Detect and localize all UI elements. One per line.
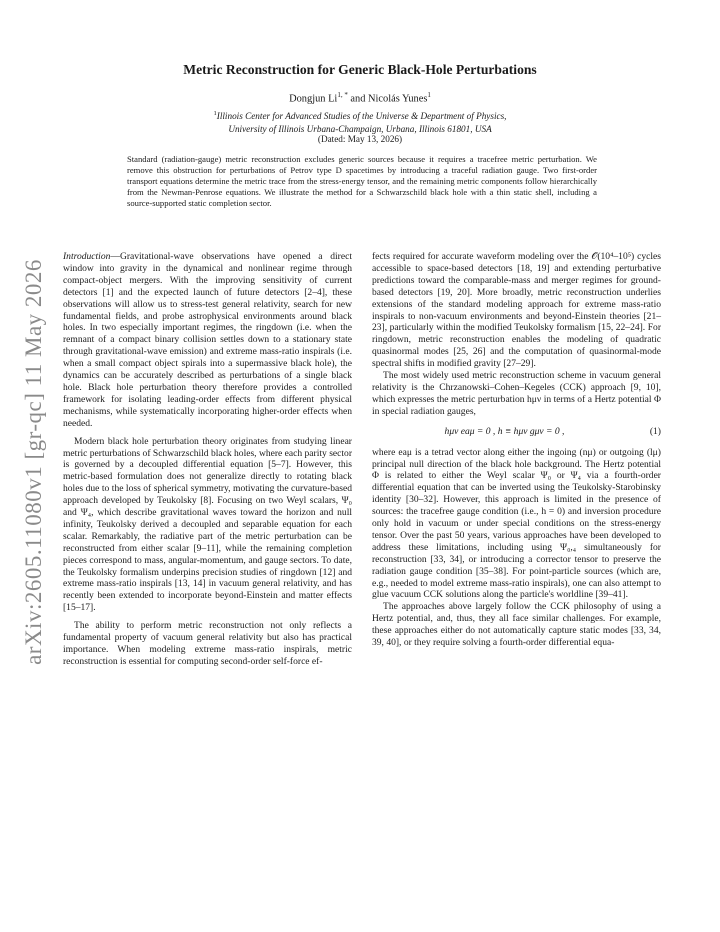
- affiliation-line: Illinois Center for Advanced Studies of the Universe & Department of Physics,: [216, 111, 507, 122]
- left-column: [63, 251, 352, 668]
- author-name: Dongjun Li: [289, 93, 338, 105]
- affiliation: [0, 108, 720, 135]
- paragraph: The ability to perform metric reconstruction not only reflects a fundamental property of vacuum general relativity but also has practical importance. When modeling extreme mass-ratio inspirals, metric reconstruction is essential for computing second-order self-force ef-: [63, 620, 352, 667]
- paragraph: where eaμ is a tetrad vector along either the ingoing (nμ) or outgoing (lμ) principal null direction of the black hole background. The Hertz potential Φ is related to either the Weyl scalar Ψ₀ or Ψ₄ via a fourth-order differential equation that can be inverted using the Teukolsky-Starobinsky identity [30–32]. However, this approach is limited in the presence of sources: the tracefree gauge condition (i.e., h = 0) and inversion procedure only hold in vacuum or under special conditions on the stress-energy tensor. Over the past 50 years, various approaches have been developed to address these limitations, including using Ψ₀,₄ simultaneously for reconstruction [33, 34], or introducing a corrector tensor to preserve the radiation gauge condition [35–38]. For point-particle sources (which are, e.g., needed to model extreme mass-ratio inspirals), one can also attempt to glue vacuum CCK solutions along the particle's worldline [39–41].: [372, 446, 661, 601]
- paragraph: The most widely used metric reconstruction scheme in vacuum general relativity is the Chrzanowski–Cohen–Kegeles (CCK) approach [9, 10], which expresses the metric perturbation hμν in terms of a Hertz potential Φ in special radiation gauges,: [372, 370, 661, 417]
- dated-line: (Dated: May 13, 2026): [317, 134, 403, 144]
- paragraph-text: —Gravitational-wave observations have opened a direct window into gravity in the dynamical and nonlinear regime through compact-object mergers. With the improving sensitivity of current detectors [1] and the expected launch of future detectors [2–4], these observations will allow us to stress-test general relativity, search for new fundamental fields, and probe astrophysical environments around black holes. In two especially important regimes, the ringdown (i.e. when the remnant of a compact binary collision settles down to a stationary state through gravitational-wave emission) and extreme mass-ratio inspirals (i.e. when a small compact object spirals into a supermassive black hole), the dynamics can be accurately described as perturbations of a single black hole. Black hole perturbation theory therefore provides a controlled framework for isolating leading-order effects from different physical mechanisms, while systematically incorporating higher-order effects when needed.: [63, 251, 352, 429]
- author-separator: and: [347, 93, 369, 105]
- paragraph: Modern black hole perturbation theory originates from studying linear metric perturbations of Schwarzschild black holes, where each parity sector is governed by a decoupled differential equation [5–7]. However, this metric-based formulation does not generalize directly to rotating black holes due to the loss of spherical symmetry, motivating the curvature-based approach developed by Teukolsky [8]. Focusing on two Weyl scalars, Ψ₀ and Ψ₄, which describe gravitational waves toward the horizon and null infinity, Teukolsky derived a decoupled and separable equation for each scalar. Remarkably, the radiative part of the metric perturbation can be reconstructed from either scalar [9–11], while the remaining completion pieces correspond to mass, angular-momentum, and gauge sectors. To date, the Teukolsky formalism underpins precision studies of ringdown [12] and extreme mass-ratio inspirals [13, 14] in vacuum general relativity, and has recently been extended to incorporate beyond-Einstein and matter effects [15–17].: [63, 435, 352, 614]
- affiliation-mark: 1: [213, 110, 217, 117]
- author-name: Nicolás Yunes: [368, 93, 428, 105]
- section-lead: Introduction: [63, 251, 111, 262]
- equation-body: hμν eaμ = 0 , h ≡ hμν gμν = 0 ,: [444, 425, 565, 437]
- author-affiliation-mark: 1, *: [337, 91, 348, 99]
- paragraph: [63, 251, 352, 430]
- author-affiliation-mark: 1: [427, 91, 431, 99]
- arxiv-stamp-text: arXiv:2605.11080v1 [gr-qc] 11 May 2026: [21, 259, 46, 665]
- abstract: Standard (radiation-gauge) metric reconstruction excludes generic sources because it requires a tracefree metric perturbation. We remove this obstruction for perturbations of Petrov type D spacetimes by introducing a traceful radiation gauge. Two first-order transport equations determine the metric trace from the stress-energy tensor, and the remaining metric components follow hierarchically from the Newman-Penrose equations. We illustrate the method for a Schwarzschild black hole with a thin static shell, including a source-supported static completion sector.: [127, 154, 597, 209]
- affiliation-line: University of Illinois Urbana-Champaign, Urbana, Illinois 61801, USA: [228, 123, 492, 134]
- equation-1: [372, 426, 661, 438]
- paper-title: Metric Reconstruction for Generic Black-Hole Perturbations: [183, 62, 537, 77]
- paragraph: The approaches above largely follow the CCK philosophy of using a Hertz potential, and, thus, they all face similar challenges. For example, these approaches either do not automatically capture static modes [33, 34, 39, 40], or they require solving a fourth-order differential equa-: [372, 601, 661, 649]
- author-list: [0, 91, 720, 104]
- paragraph: fects required for accurate waveform modeling over the 𝒪(10⁴–10⁵) cycles accessible to space-based detectors [18, 19] and extending perturbative predictions toward the comparable-mass and merger regimes for ground-based detectors [19, 20]. More broadly, metric reconstruction underlies extensions of the standard modeling approach for extreme mass-ratio inspirals to non-vacuum environments and beyond-Einstein theories [21–23], particularly within the modified Teukolsky formalism [15, 22–24]. For ringdown, metric reconstruction enables the modeling of quadratic quasinormal modes [25, 26] and the computation of quasinormal-mode spectral shifts in modified gravity [27–29].: [372, 251, 661, 370]
- right-column: [372, 251, 661, 649]
- arxiv-stamp: [14, 259, 54, 665]
- equation-number: (1): [649, 425, 661, 437]
